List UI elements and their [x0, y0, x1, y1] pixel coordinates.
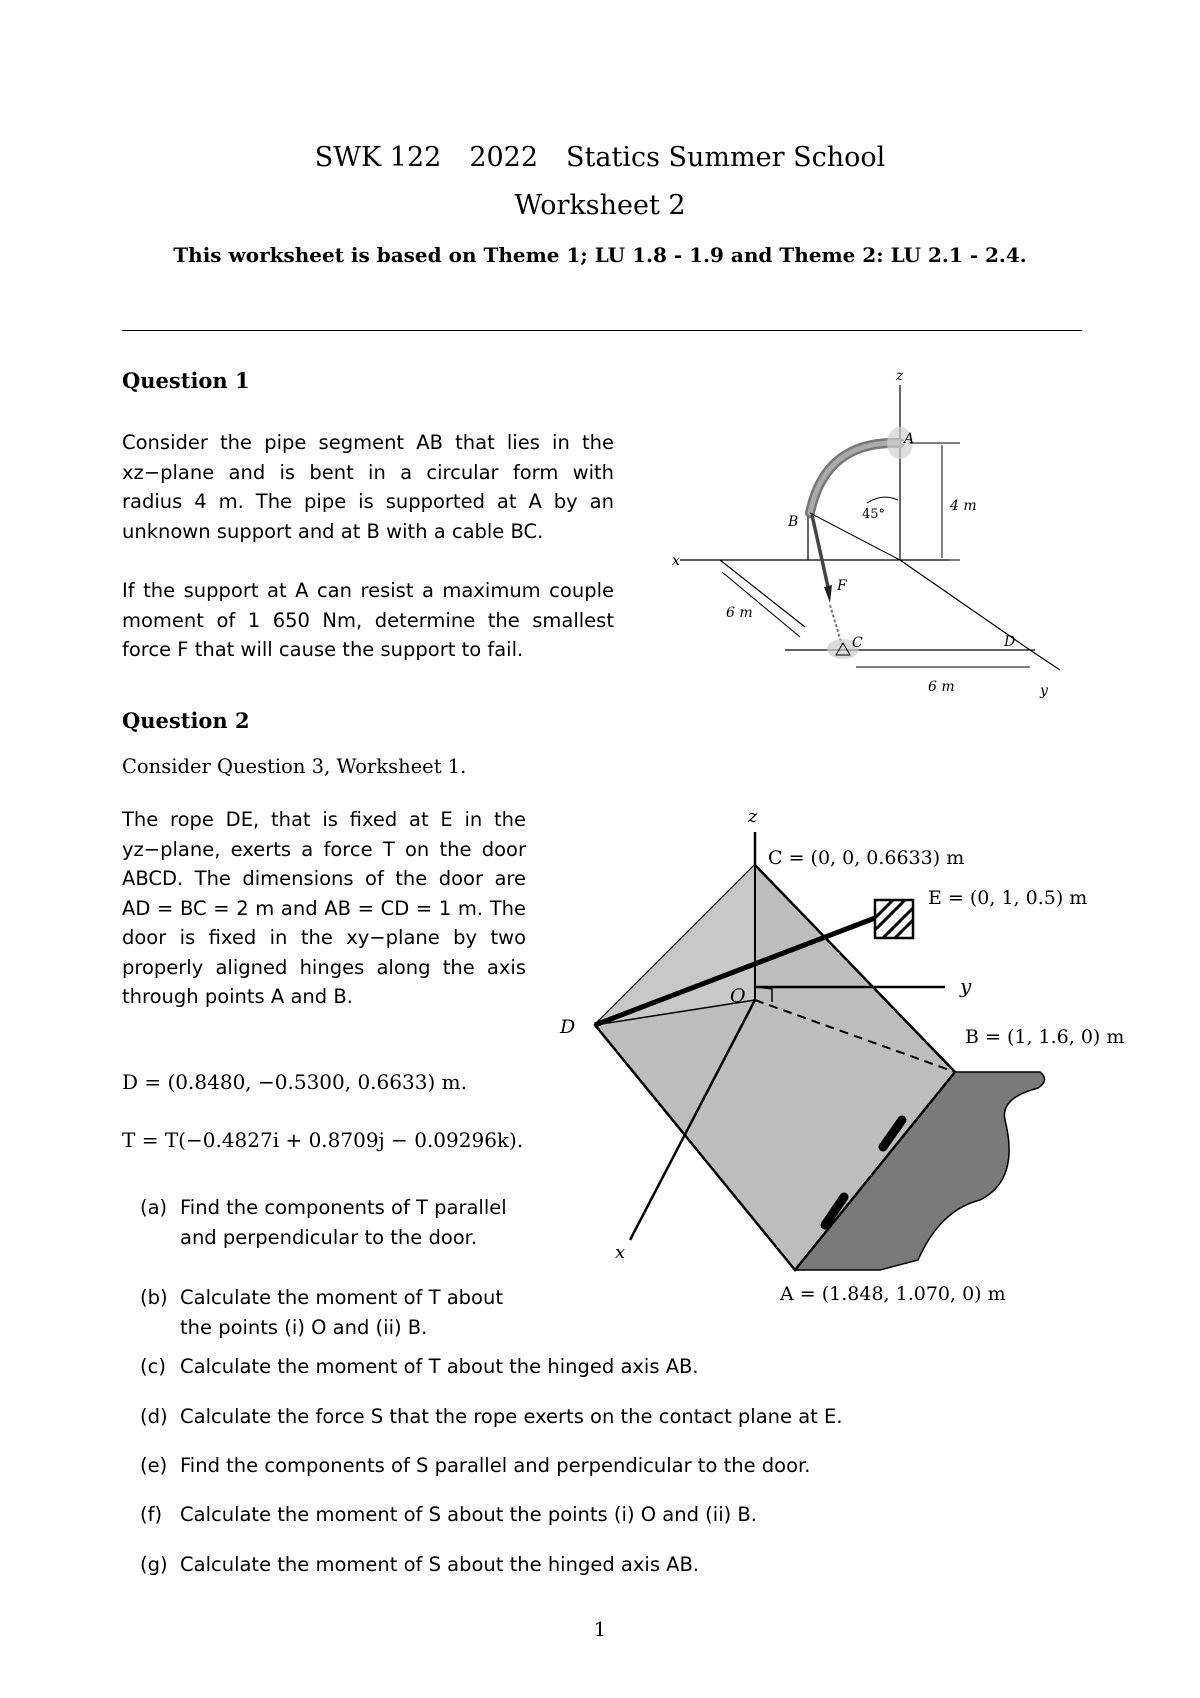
q2-label-e: E = (0, 1, 0.5) m: [928, 887, 1088, 909]
part-text: Calculate the moment of T about the hinged axis AB.: [180, 1355, 699, 1378]
part-label: (a): [140, 1196, 168, 1219]
q1-label-f: F: [837, 578, 847, 594]
q2-label-a: A = (1.848, 1.070, 0) m: [780, 1283, 1006, 1305]
q2-label-o: O: [730, 985, 746, 1007]
q2-label-z: z: [748, 806, 758, 827]
question-2-figure: [550, 790, 1150, 1320]
question-1-paragraph-1: Consider the pipe segment AB that lies in the xz−plane and is bent in a circular form with radius 4 m. The pipe is supported at A by an unknown support and at B with a cable BC.: [122, 431, 614, 543]
q2-label-b: B = (1, 1.6, 0) m: [965, 1026, 1125, 1048]
part-label: (b): [140, 1286, 168, 1309]
course-code: SWK 122: [314, 142, 442, 173]
question-2-part-a: [140, 1193, 550, 1252]
school-name: Statics Summer School: [566, 142, 886, 173]
question-1-paragraph-2: If the support at A can resist a maximum couple moment of 1 650 Nm, determine the smallest force F that will cause the support to fail.: [122, 579, 614, 661]
q1-label-4m: 4 m: [950, 498, 977, 514]
part-label: (c): [140, 1355, 166, 1378]
q1-label-6m-bottom: 6 m: [928, 679, 955, 695]
question-2-part-e: [140, 1451, 1040, 1481]
document-title: [0, 142, 1200, 173]
question-1-heading: Question 1: [122, 368, 250, 393]
course-year: 2022: [469, 142, 539, 173]
question-2-intro: Consider Question 3, Worksheet 1.: [122, 755, 467, 778]
part-label: (e): [140, 1454, 168, 1477]
q1-label-c: C: [852, 635, 863, 651]
part-text: Calculate the force S that the rope exerts on the contact plane at E.: [180, 1405, 843, 1428]
q1-label-a: A: [904, 431, 915, 447]
part-text: Calculate the moment of S about the hinged axis AB.: [180, 1553, 700, 1576]
q1-label-d: D: [1004, 634, 1016, 650]
q2-label-c: C = (0, 0, 0.6633) m: [768, 847, 965, 869]
part-label: (g): [140, 1553, 168, 1576]
question-2-equation-d: D = (0.8480, −0.5300, 0.6633) m.: [122, 1070, 467, 1094]
part-label: (f): [140, 1503, 163, 1526]
q1-label-y: y: [1040, 683, 1048, 699]
question-2-part-g: [140, 1550, 1040, 1580]
question-2-part-f: [140, 1500, 1040, 1530]
q2-label-d: D: [560, 1016, 576, 1038]
q2-label-x: x: [615, 1242, 626, 1263]
q1-label-6m-left: 6 m: [726, 605, 753, 621]
worksheet-title: Worksheet 2: [514, 190, 686, 221]
q1-label-x: x: [672, 553, 680, 569]
worksheet-basis: This worksheet is based on Theme 1; LU 1.8 - 1.9 and Theme 2: LU 2.1 - 2.4.: [173, 243, 1027, 267]
question-1-figure: [660, 365, 1080, 705]
part-text: Calculate the moment of T about the points (i) O and (ii) B.: [180, 1286, 503, 1339]
part-label: (d): [140, 1405, 168, 1428]
q2-label-y: y: [960, 974, 972, 998]
q1-label-angle: 45°: [862, 507, 886, 522]
q1-label-b: B: [788, 514, 799, 530]
part-text: Calculate the moment of S about the points (i) O and (ii) B.: [180, 1503, 758, 1526]
question-2-part-b: [140, 1283, 550, 1342]
page-number: 1: [593, 1617, 607, 1641]
part-text: Find the components of S parallel and perpendicular to the door.: [180, 1454, 811, 1477]
q1-label-z: z: [896, 368, 904, 384]
question-2-paragraph: The rope DE, that is fixed at E in the yz−plane, exerts a force T on the door ABCD. The dimensions of the door are AD = BC = 2 m and AB = CD = 1 m. The door is fixed in the xy−plane by two properly aligned hinges along the axis through points A and B.: [122, 808, 526, 1008]
question-2-heading: Question 2: [122, 708, 250, 733]
question-2-part-c: [140, 1352, 1040, 1382]
question-2-equation-t: T = T(−0.4827i + 0.8709j − 0.09296k).: [122, 1128, 524, 1152]
header-divider: [122, 330, 1082, 331]
part-text: Find the components of T parallel and perpendicular to the door.: [180, 1196, 507, 1249]
question-2-part-d: [140, 1402, 1040, 1432]
